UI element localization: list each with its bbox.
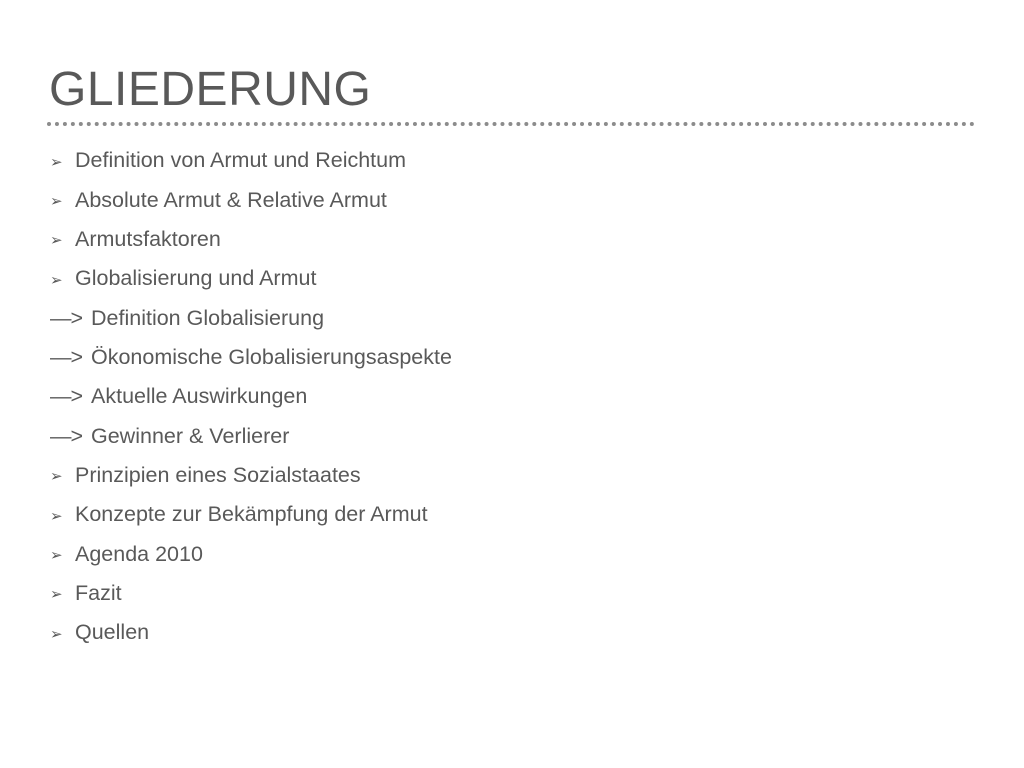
agenda-item-text: Absolute Armut & Relative Armut <box>75 187 387 212</box>
agenda-subitem-text: Gewinner & Verlierer <box>91 423 290 448</box>
sub-arrow-marker: —> <box>50 423 83 448</box>
agenda-item <box>50 456 970 495</box>
agenda-item-text: Fazit <box>75 580 122 605</box>
agenda-item-text: Prinzipien eines Sozialstaates <box>75 462 361 487</box>
sub-arrow-marker: —> <box>50 344 83 369</box>
agenda-item <box>50 574 970 613</box>
agenda-item-text: Konzepte zur Bekämpfung der Armut <box>75 502 428 527</box>
agenda-subitem-text: Definition Globalisierung <box>91 305 325 330</box>
arrow-bullet-icon: ➢ <box>50 547 63 565</box>
agenda-item <box>50 220 970 259</box>
agenda-item <box>50 180 970 219</box>
agenda-item <box>50 613 970 652</box>
arrow-bullet-icon: ➢ <box>50 153 63 171</box>
arrow-bullet-icon: ➢ <box>50 507 63 525</box>
agenda-item <box>50 534 970 573</box>
sub-arrow-marker: —> <box>50 305 83 330</box>
sub-arrow-marker: —> <box>50 384 83 409</box>
agenda-item-text: Globalisierung und Armut <box>75 266 317 291</box>
arrow-bullet-icon: ➢ <box>50 625 63 643</box>
agenda-item-text: Agenda 2010 <box>75 541 203 566</box>
agenda-item-text: Armutsfaktoren <box>75 226 221 251</box>
slide-title: GLIEDERUNG <box>49 63 372 116</box>
agenda-subitem-text: Aktuelle Auswirkungen <box>91 384 308 409</box>
agenda-list <box>50 141 970 652</box>
agenda-item <box>50 495 970 534</box>
arrow-bullet-icon: ➢ <box>50 232 63 250</box>
arrow-bullet-icon: ➢ <box>50 193 63 211</box>
arrow-bullet-icon: ➢ <box>50 271 63 289</box>
arrow-bullet-icon: ➢ <box>50 586 63 604</box>
agenda-subitem <box>50 298 970 337</box>
agenda-subitem <box>50 377 970 416</box>
title-divider <box>47 122 975 126</box>
agenda-item <box>50 141 970 180</box>
arrow-bullet-icon: ➢ <box>50 468 63 486</box>
agenda-item <box>50 259 970 298</box>
agenda-subitem <box>50 338 970 377</box>
agenda-item-text: Definition von Armut und Reichtum <box>75 148 407 173</box>
agenda-subitem <box>50 416 970 455</box>
agenda-subitem-text: Ökonomische Globalisierungsaspekte <box>91 344 452 369</box>
agenda-item-text: Quellen <box>75 620 150 645</box>
